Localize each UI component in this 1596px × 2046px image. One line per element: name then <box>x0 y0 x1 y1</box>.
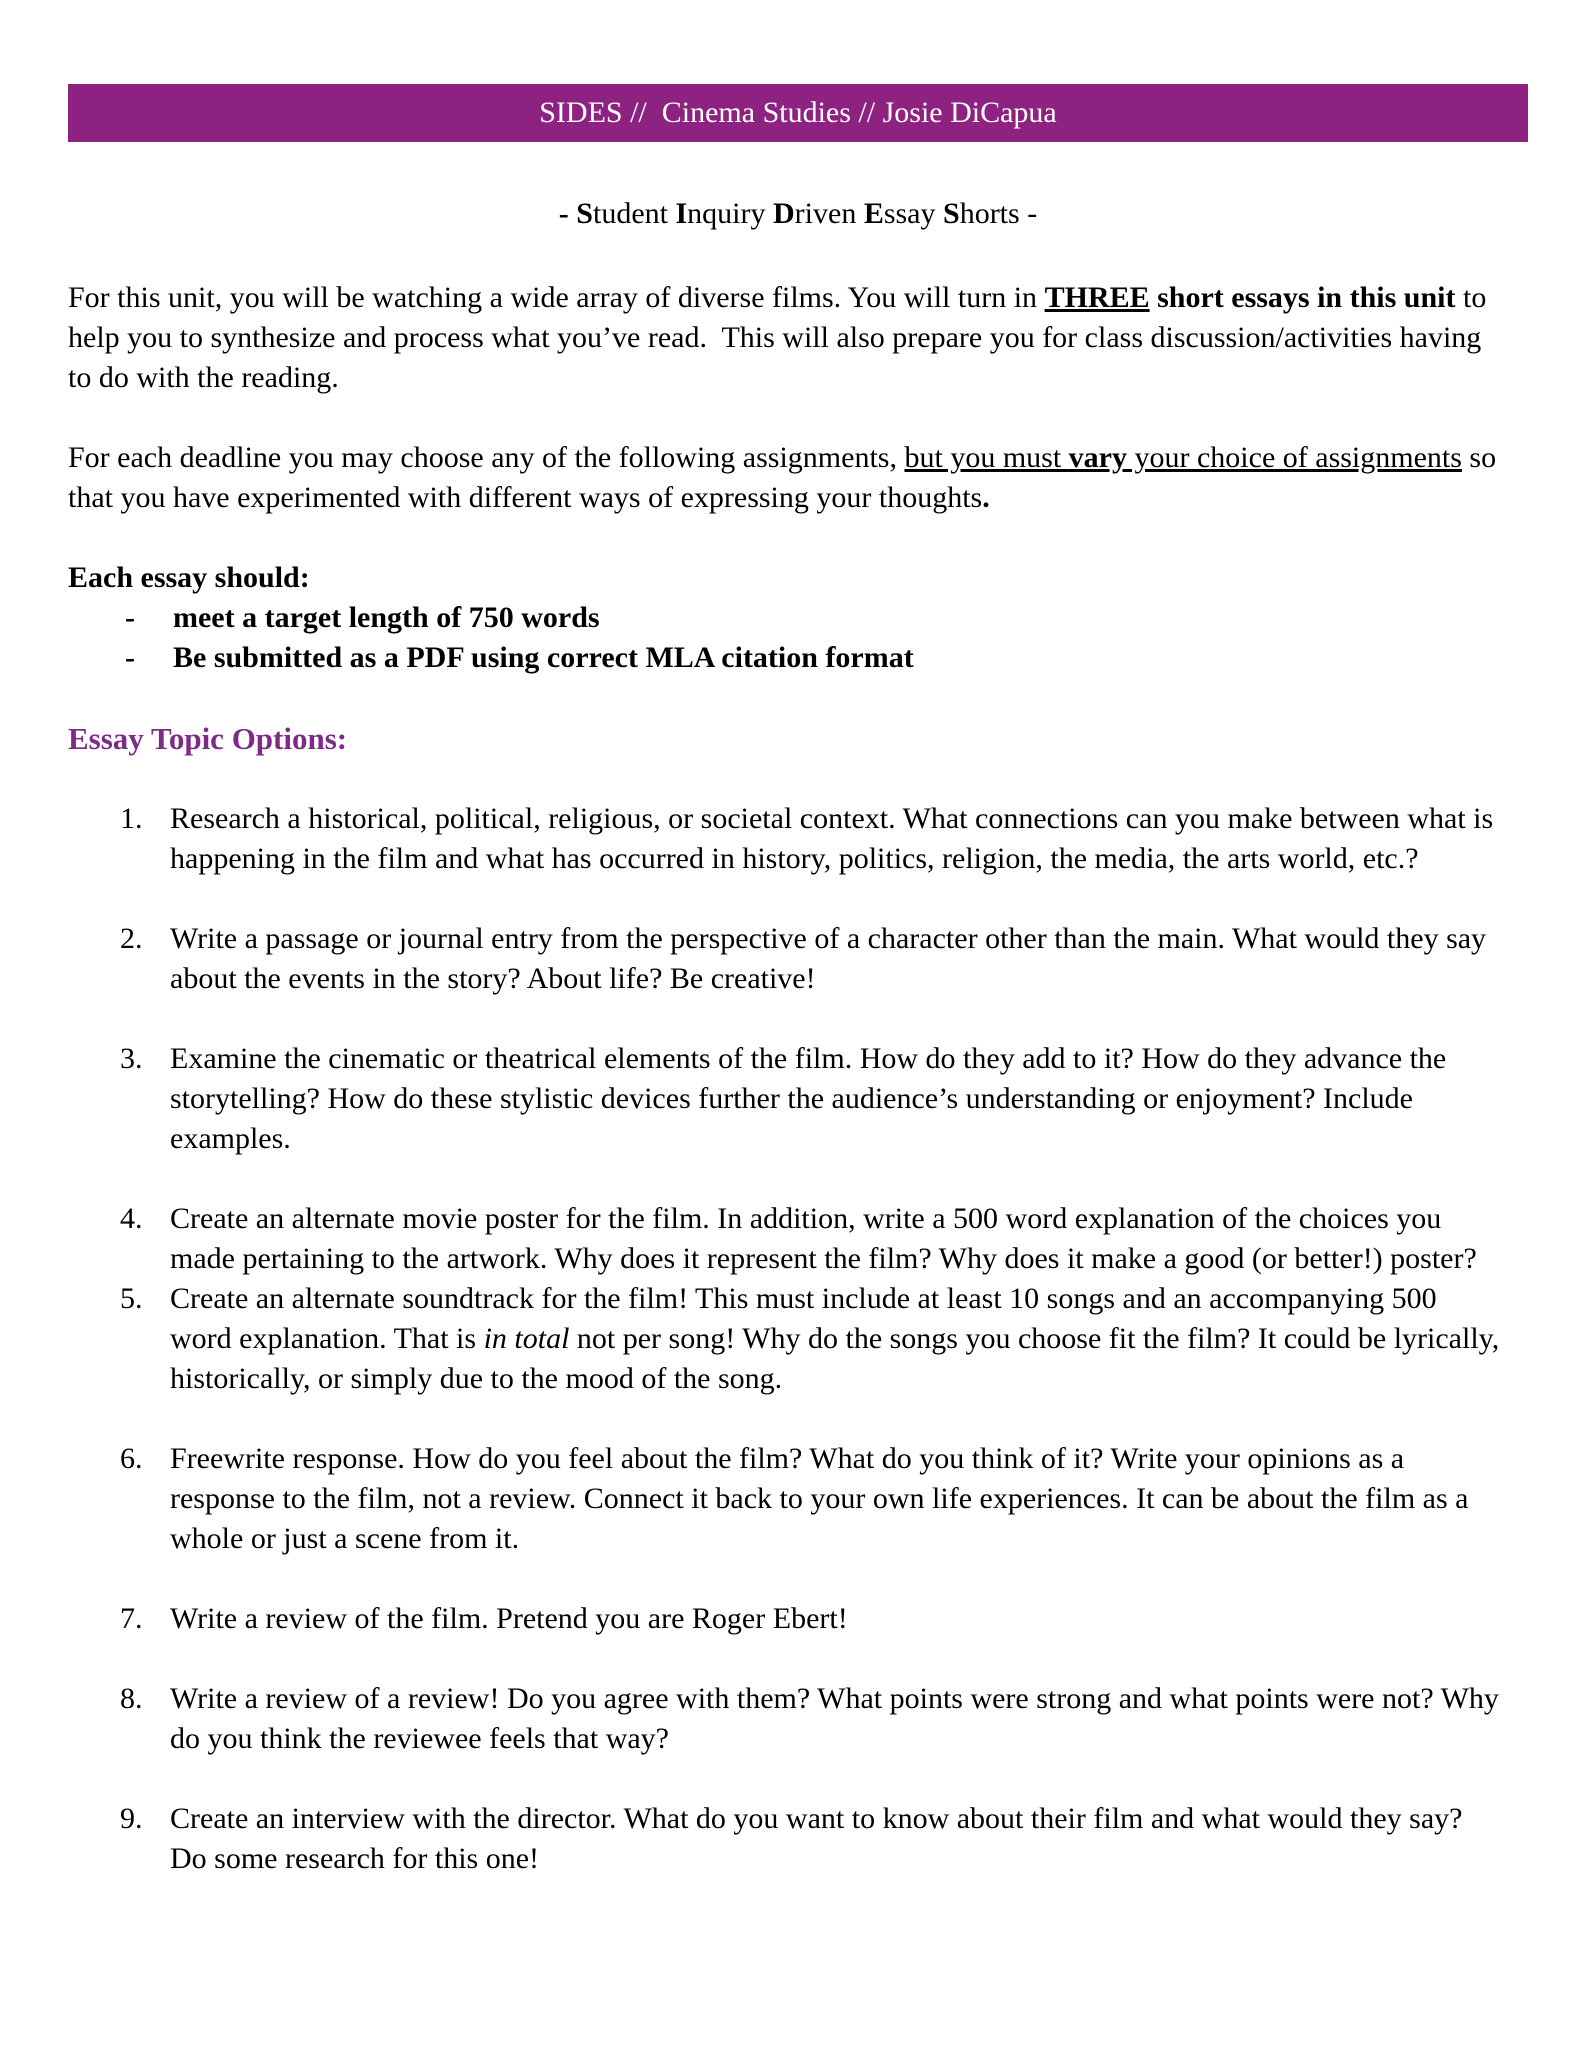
document-header-banner <box>68 84 1528 142</box>
intro-paragraph-2: For each deadline you may choose any of the following assignments, but you must vary your choice of assignments so that you have experimented with different ways of expressing your thoughts. <box>68 441 1504 514</box>
list-item-text: Write a passage or journal entry from the perspective of a character other than the main. What would they say about the events in the story? About life? Be creative! <box>170 922 1494 995</box>
list-item-text: Freewrite response. How do you feel about the film? What do you think of it? Write your opinions as a response to the film, not a review. Connect it back to your own life experiences. It can be about the film as a whole or just a scene from it. <box>170 1442 1476 1555</box>
list-item-number: 9. <box>120 1802 143 1835</box>
list-item-text: Write a review of a review! Do you agree with them? What points were strong and what points were not? Why do you think the reviewee feels that way? <box>170 1682 1507 1755</box>
list-item <box>68 1039 1504 1159</box>
list-item-text: Research a historical, political, religious, or societal context. What connections can you make between what is happening in the film and what has occurred in history, politics, religion, the media, the arts world, etc.? <box>170 802 1501 875</box>
banner-title: SIDES // Cinema Studies // Josie DiCapua <box>539 96 1057 129</box>
list-item <box>68 1599 1504 1639</box>
list-item-number: 8. <box>120 1682 143 1715</box>
requirements-list <box>68 598 1528 678</box>
list-item <box>68 919 1504 999</box>
list-item <box>68 1199 1504 1279</box>
list-item-text: Create an alternate movie poster for the film. In addition, write a 500 word explanation of the choices you made pertaining to the artwork. Why does it represent the film? Why does it make a good (or better!) poster? <box>170 1202 1477 1275</box>
dash-bullet: - <box>125 641 135 674</box>
list-item <box>68 1679 1507 1759</box>
list-item <box>68 1799 1504 1879</box>
list-item-number: 3. <box>120 1042 143 1075</box>
list-item <box>68 638 1528 678</box>
document-title: - Student Inquiry Driven Essay Shorts - <box>558 197 1038 230</box>
essay-topics-list <box>68 799 1507 1879</box>
list-item-text: Create an alternate soundtrack for the film! This must include at least 10 songs and an accompanying 500 word explanation. That is in total not per song! Why do the songs you choose fit the film? It could be lyrically, historically, or simply due to the mood of the song. <box>170 1282 1507 1395</box>
list-item <box>68 799 1504 879</box>
list-item-number: 4. <box>120 1202 143 1235</box>
list-item-number: 7. <box>120 1602 143 1635</box>
requirement-text: Be submitted as a PDF using correct MLA citation format <box>173 641 914 674</box>
intro-paragraph-1: For this unit, you will be watching a wide array of diverse films. You will turn in THREE short essays in this unit to help you to synthesize and process what you’ve read. This will also prepare you for class discussion/activities having to do with the reading. <box>68 281 1494 394</box>
list-item-text: Create an interview with the director. What do you want to know about their film and what would they say? Do some research for this one! <box>170 1802 1470 1875</box>
list-item-number: 2. <box>120 922 143 955</box>
list-item <box>68 598 1528 638</box>
list-item-number: 5. <box>120 1282 143 1315</box>
list-item-text: Write a review of the film. Pretend you are Roger Ebert! <box>170 1602 848 1635</box>
list-item <box>68 1279 1507 1399</box>
list-item-text: Examine the cinematic or theatrical elements of the film. How do they add to it? How do they advance the storytelling? How do these stylistic devices further the audience’s understanding or enjoyment? Include examples. <box>170 1042 1454 1155</box>
list-item-number: 1. <box>120 802 143 835</box>
requirements-heading: Each essay should: <box>68 561 310 594</box>
list-item-number: 6. <box>120 1442 143 1475</box>
essay-topics-heading: Essay Topic Options: <box>68 721 348 756</box>
list-item <box>68 1439 1504 1559</box>
requirement-text: meet a target length of 750 words <box>173 601 600 634</box>
dash-bullet: - <box>125 601 135 634</box>
